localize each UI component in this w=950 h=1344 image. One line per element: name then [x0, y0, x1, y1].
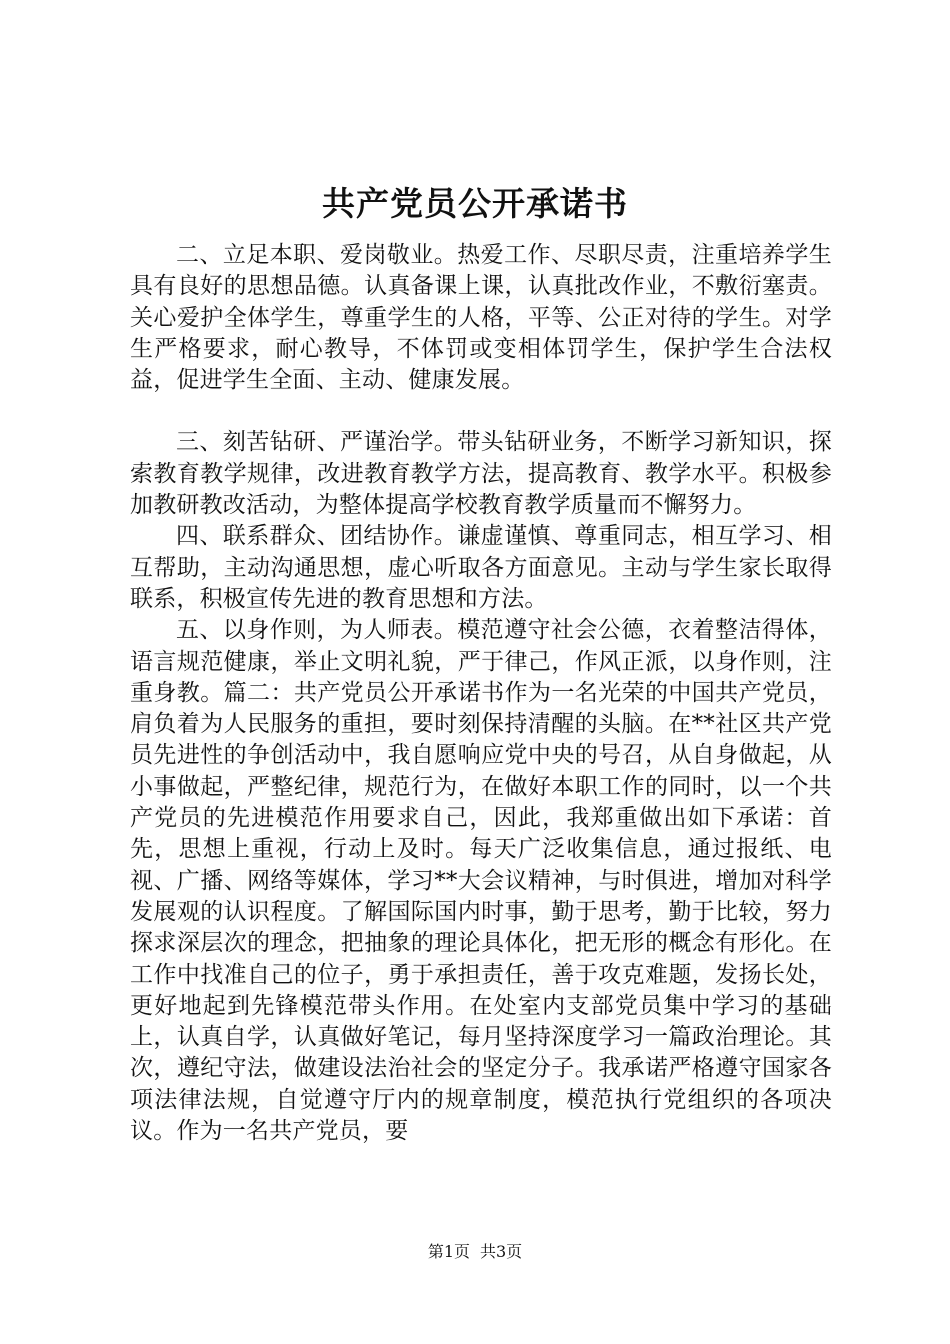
page-number: 第1页 [427, 1242, 470, 1261]
page-footer [0, 1242, 950, 1262]
page-total: 共3页 [480, 1242, 523, 1261]
paragraph-2: 二、立足本职、爱岗敬业。热爱工作、尽职尽责，注重培养学生具有良好的思想品德。认真备课上课，认真批改作业，不敷衍塞责。关心爱护全体学生，尊重学生的人格，平等、公正对待的学生。对学生严格要求，耐心教导，不体罚或变相体罚学生，保护学生合法权益，促进学生全面、主动、健康发展。 [130, 242, 832, 394]
paragraph-3: 三、刻苦钻研、严谨治学。带头钻研业务，不断学习新知识，探索教育教学规律，改进教育教学方法，提高教育、教学水平。积极参加教研教改活动，为整体提高学校教育教学质量而不懈努力。 [130, 429, 832, 519]
paragraph-5: 五、以身作则，为人师表。模范遵守社会公德，衣着整洁得体，语言规范健康，举止文明礼貌，严于律己，作风正派，以身作则，注重身教。篇二：共产党员公开承诺书作为一名光荣的中国共产党员，肩负着为人民服务的重担，要时刻保持清醒的头脑。在**社区共产党员先进性的争创活动中，我自愿响应党中央的号召，从自身做起，从小事做起，严整纪律，规范行为，在做好本职工作的同时，以一个共产党员的先进模范作用要求自己，因此，我郑重做出如下承诺：首先，思想上重视，行动上及时。每天广泛收集信息，通过报纸、电视、广播、网络等媒体，学习**大会议精神，与时俱进，增加对科学发展观的认识程度。了解国际国内时事，勤于思考，勤于比较，努力探求深层次的理念，把抽象的理论具体化，把无形的概念有形化。在工作中找准自己的位子，勇于承担责任，善于攻克难题，发扬长处，更好地起到先锋模范带头作用。在处室内支部党员集中学习的基础上，认真自学，认真做好笔记，每月坚持深度学习一篇政治理论。其次，遵纪守法，做建设法治社会的坚定分子。我承诺严格遵守国家各项法律法规，自觉遵守厅内的规章制度，模范执行党组织的各项决议。作为一名共产党员，要 [130, 617, 832, 1145]
paragraph-4: 四、联系群众、团结协作。谦虚谨慎、尊重同志，相互学习、相互帮助，主动沟通思想，虚心听取各方面意见。主动与学生家长取得联系，积极宣传先进的教育思想和方法。 [130, 523, 832, 612]
document-title: 共产党员公开承诺书 [322, 184, 628, 223]
document-body [130, 240, 832, 1147]
